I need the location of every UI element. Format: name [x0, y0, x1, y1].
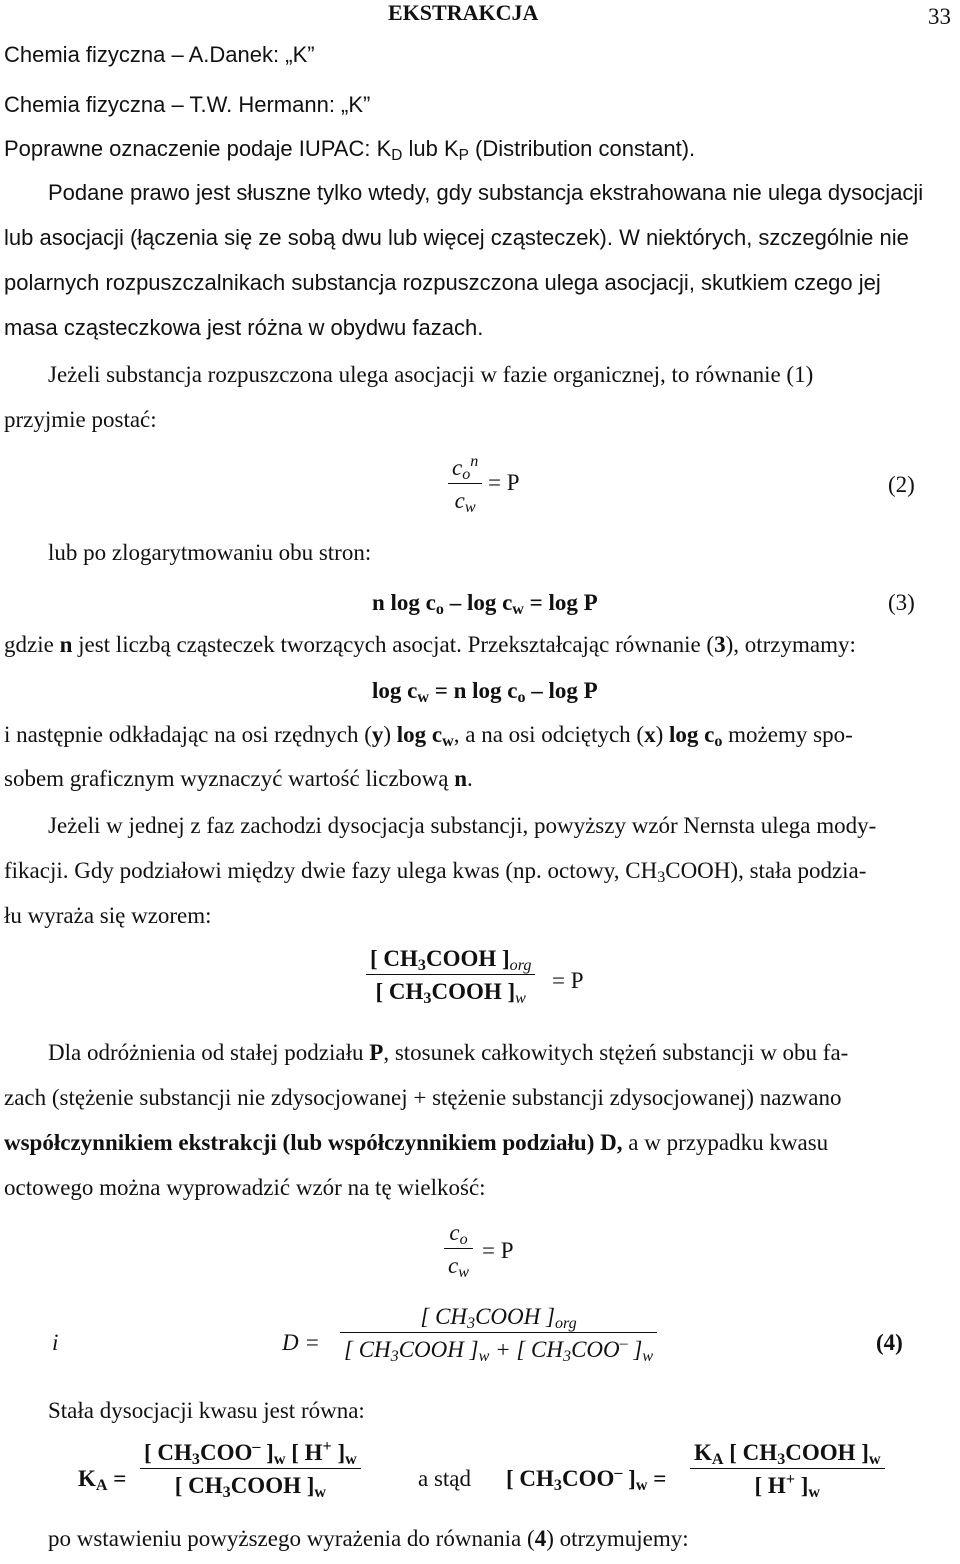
equation-cocw-rhs: = P: [482, 1238, 514, 1263]
equation-ka-lhs: $K_A$ =: [78, 1466, 127, 1495]
equation-2-label: (2): [888, 472, 915, 497]
equation-ka-right-fraction: $K_A$ [ $CH_3COOH$ ]$_w$ [ H+ ]$_w$: [690, 1440, 885, 1499]
page-number: 33: [928, 4, 951, 29]
equation-3-label: (3): [888, 590, 915, 615]
equation-ka-mid: a stąd: [418, 1466, 472, 1491]
text-line: przyjmie postać:: [4, 407, 157, 432]
text-line: octowego można wyprowadzić wzór na tę wielkość:: [4, 1175, 486, 1200]
equation-cocw-fraction: $c_o$ $c_w$: [444, 1220, 473, 1279]
text-line: Chemia fizyczna – T.W. Hermann: „K”: [4, 92, 371, 117]
equation-4-fraction: [ $CH_3COOH$ ]$_{org}$ [ $CH_3COOH$ ]$_w$ + [ $CH_3COO^-$ ]$_w$: [340, 1304, 657, 1363]
equation-3: n $\log c_o - \log c_w = \log P$: [372, 590, 598, 619]
text-line: po wstawieniu powyższego wyrażenia do równania (4) otrzymujemy:: [48, 1526, 689, 1551]
text-line: Podane prawo jest słuszne tylko wtedy, gdy substancja ekstrahowana nie ulega dysocjacji: [48, 180, 924, 205]
equation-4-i: i: [52, 1330, 59, 1355]
text-line: gdzie n jest liczbą cząsteczek tworzących asocjat. Przekształcając równanie (3), otrzymamy:: [4, 632, 856, 657]
text-line: masa cząsteczkowa jest różna w obydwu fazach.: [4, 315, 484, 340]
text-line: lub po zlogarytmowaniu obu stron:: [48, 540, 372, 565]
running-header: EKSTRAKCJA: [388, 0, 539, 25]
text-line: Jeżeli w jednej z faz zachodzi dysocjacja substancji, powyższy wzór Nernsta ulega mody-: [48, 813, 877, 838]
equation-4-label: (4): [876, 1330, 903, 1355]
equation-acid-fraction: [ $CH_3COOH$ ]$_{org}$ [ $CH_3COOH$ ]$_w$: [366, 946, 535, 1005]
text-line: lub asocjacji (łączenia się ze sobą dwu lub więcej cząsteczek). W niektórych, szczególnie nie: [4, 225, 909, 250]
equation-ka-fraction: [ $CH_3COO^-$ ]$_w$ [ H+ ]$_w$ [ $CH_3COOH$ ]$_w$: [140, 1440, 361, 1499]
text-line: Stała dysocjacji kwasu jest równa:: [48, 1398, 365, 1423]
equation-ka-right-lhs: [ $CH_3COO^-$ ]$_w$ =: [506, 1464, 667, 1495]
text-line: współczynnikiem ekstrakcji (lub współczynnikiem podziału) D, a w przypadku kwasu: [4, 1130, 829, 1155]
text-line: Chemia fizyczna – A.Danek: „K”: [4, 42, 315, 67]
text-line: polarnych rozpuszczalnikach substancja rozpuszczona ulega asocjacji, skutkiem czego jej: [4, 270, 881, 295]
text-line: sobem graficznym wyznaczyć wartość liczbową n.: [4, 766, 473, 791]
equation-2-rhs: = P: [488, 470, 520, 495]
equation-4-lhs: D =: [282, 1330, 320, 1355]
text-line: Poprawne oznaczenie podaje IUPAC: $K_D$ lub $K_P$ (Distribution constant).: [4, 136, 696, 164]
text-line: Jeżeli substancja rozpuszczona ulega asocjacji w fazie organicznej, to równanie (1): [48, 362, 814, 387]
text-line: fikacji. Gdy podziałowi między dwie fazy ulega kwas (np. octowy, $CH_3COOH$), stała podzia-: [4, 858, 867, 887]
equation-2-fraction: $c_o^n$ $c_w$: [448, 455, 482, 514]
equation-acid-rhs: = P: [552, 968, 584, 993]
text-line: zach (stężenie substancji nie zdysocjowanej + stężenie substancji zdysocjowanej) nazwano: [4, 1085, 842, 1110]
text-line: i następnie odkładając na osi rzędnych (y) $\log c_w$, a na osi odciętych (x) $\log c_o$ możemy spo-: [4, 722, 853, 751]
equation-log: $\log c_w = n$ $\log c_o$ – log P: [372, 678, 598, 707]
text-line: łu wyraża się wzorem:: [4, 903, 212, 928]
text-line: Dla odróżnienia od stałej podziału P, stosunek całkowitych stężeń substancji w obu fa-: [48, 1040, 849, 1065]
